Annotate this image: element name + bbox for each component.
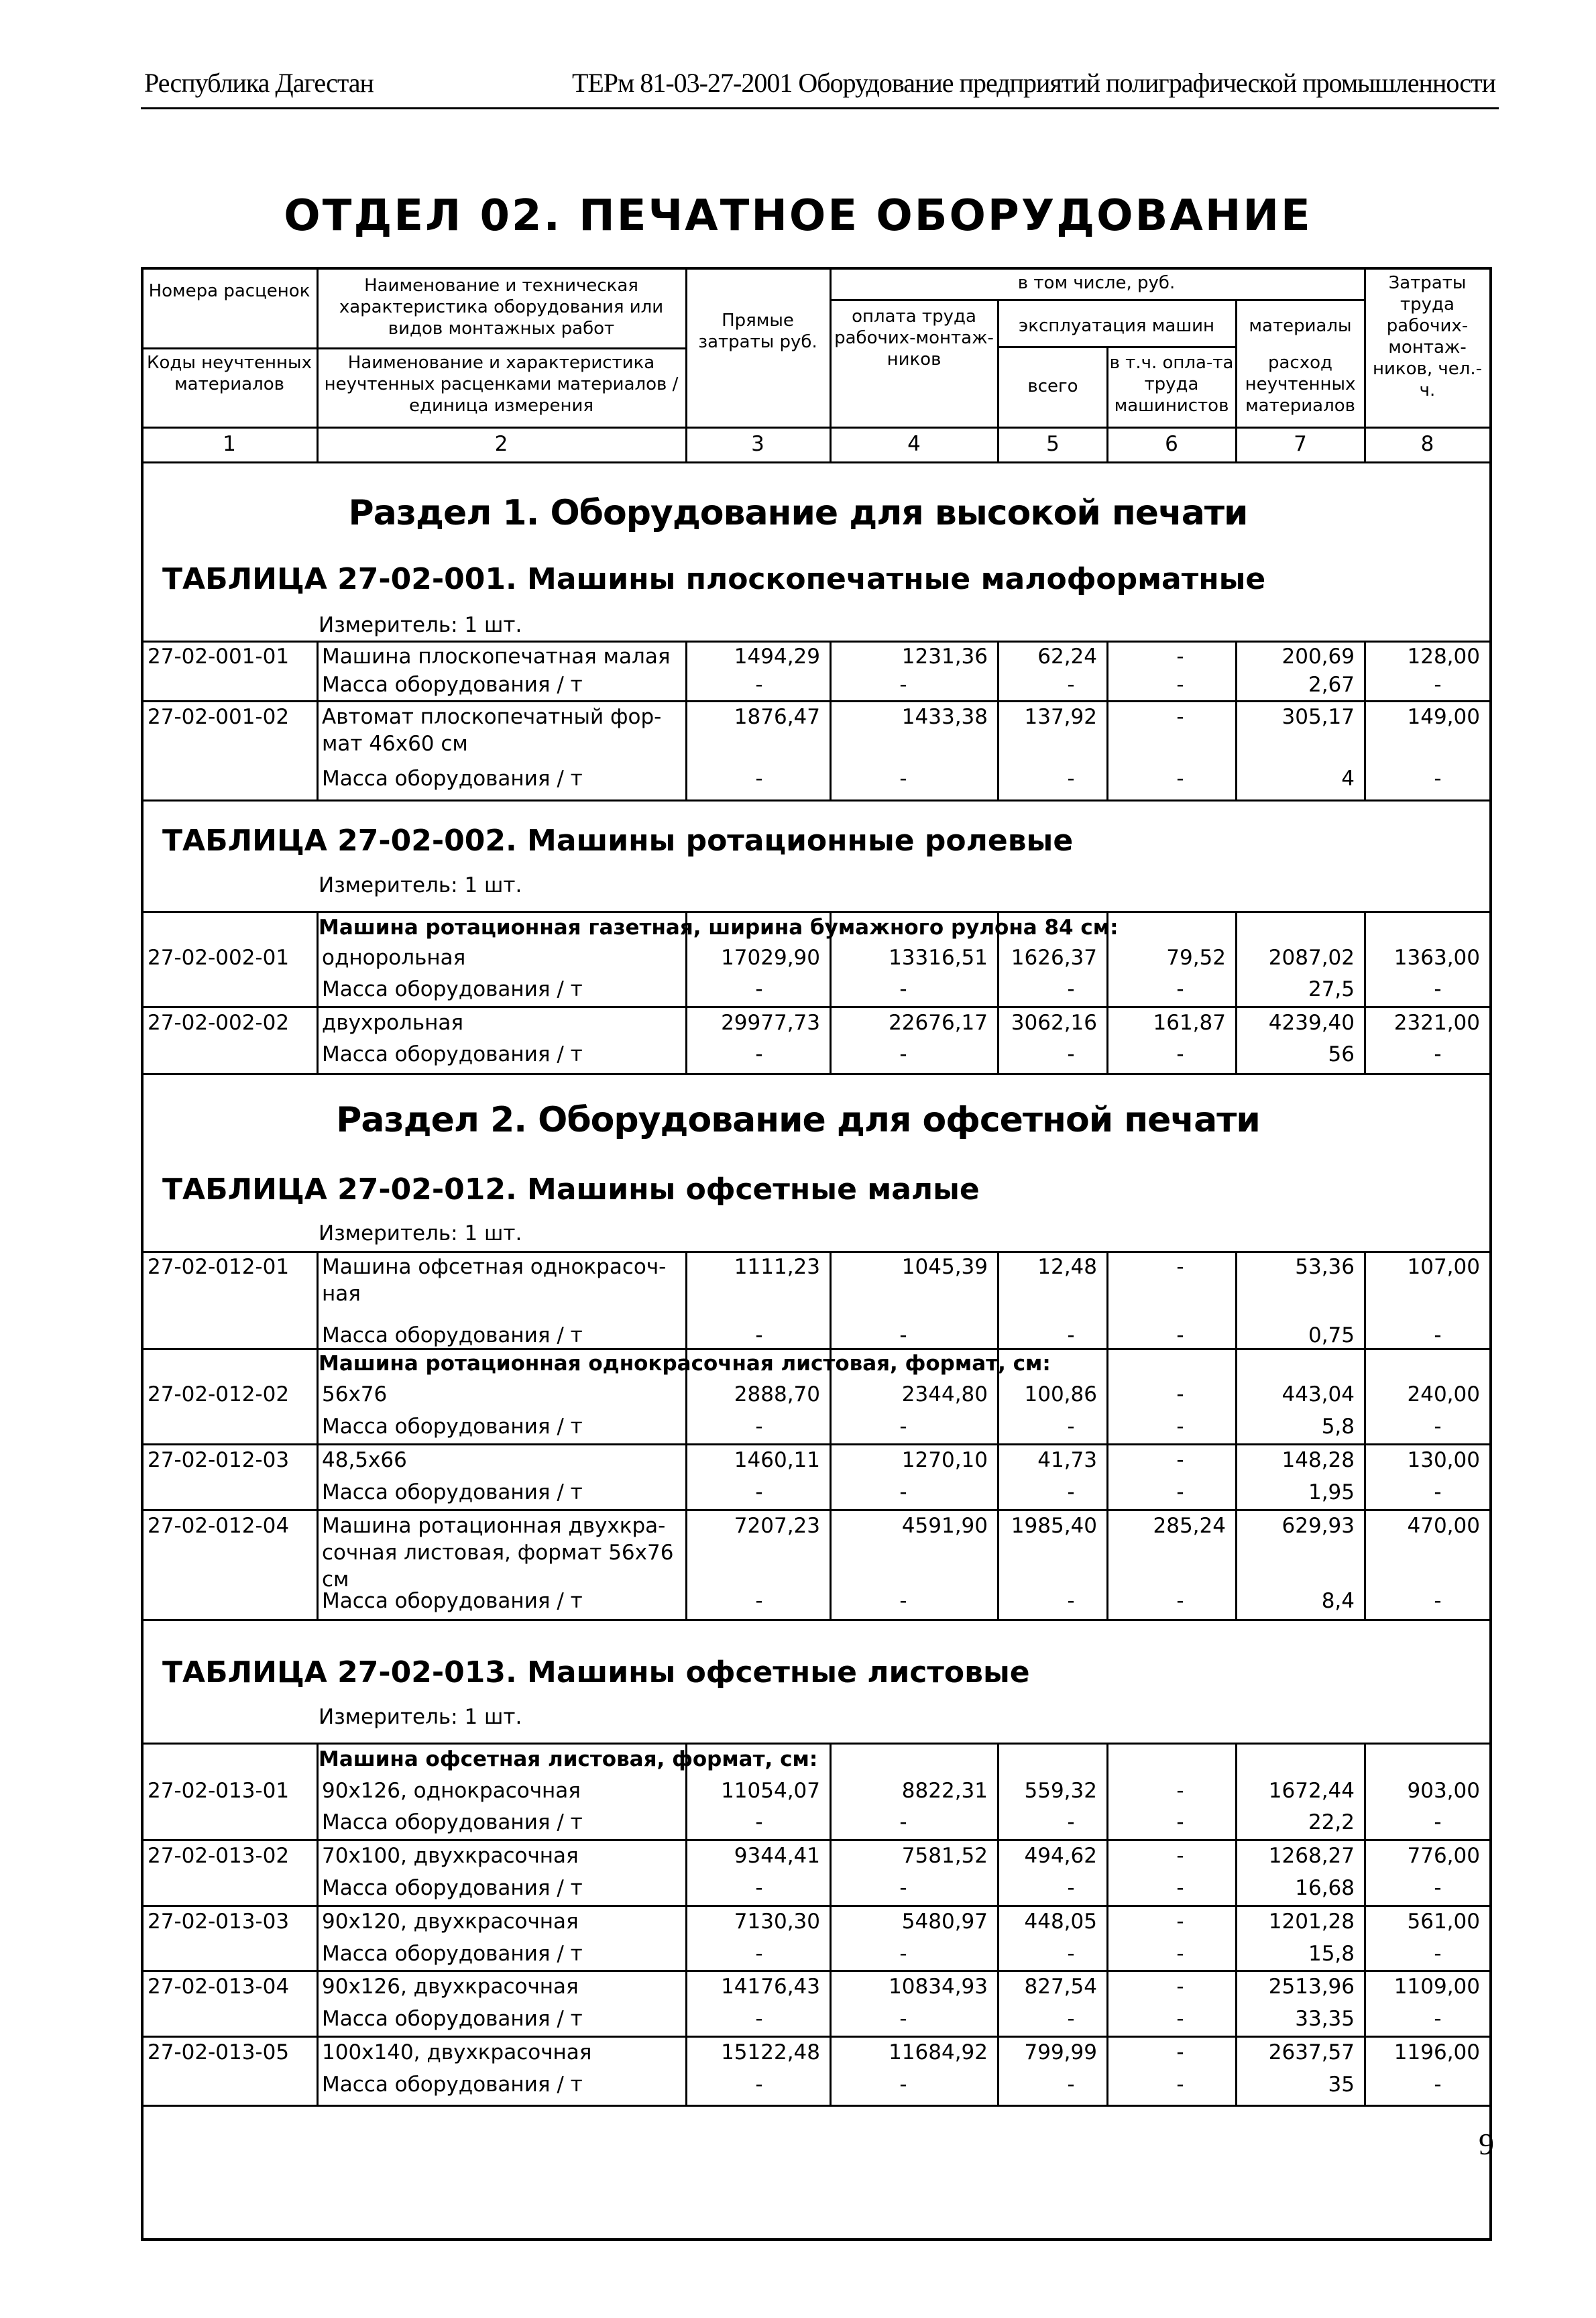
header-hline	[830, 299, 1364, 301]
mass-col-5: -	[1067, 1810, 1075, 1834]
value-col-3: 1876,47	[734, 705, 820, 729]
value-col-8: 903,00	[1407, 1779, 1480, 1803]
value-col-7: 1201,28	[1268, 1910, 1355, 1934]
mass-col-3: -	[755, 977, 763, 1001]
table-block-rule	[144, 641, 1489, 643]
value-col-8: 240,00	[1407, 1382, 1480, 1406]
mass-col-3: -	[755, 2073, 763, 2097]
value-col-8: 149,00	[1407, 705, 1480, 729]
value-col-7: 2637,57	[1268, 2040, 1355, 2064]
running-header	[144, 67, 1495, 107]
rate-code: 27-02-013-02	[148, 1844, 290, 1868]
value-col-7: 1268,27	[1268, 1844, 1355, 1868]
value-col-3: 17029,90	[721, 946, 820, 970]
col-labor: Затраты труда рабочих-монтаж-ников, чел.-ч.	[1373, 273, 1482, 400]
mass-col-3: -	[755, 2007, 763, 2031]
value-col-8: 1109,00	[1393, 1975, 1480, 1999]
value-col-5: 448,05	[1024, 1910, 1097, 1934]
mass-col-4: -	[899, 1810, 907, 1834]
row-separator	[144, 1839, 1489, 1841]
value-col-6: -	[1176, 645, 1184, 669]
body-vline	[1106, 1743, 1108, 2105]
value-col-7: 1672,44	[1268, 1779, 1355, 1803]
value-col-6: -	[1176, 1382, 1184, 1406]
value-col-6: -	[1176, 2040, 1184, 2064]
body-vline	[317, 1251, 319, 1619]
mass-col-6: -	[1176, 1323, 1184, 1347]
col-direct-costs: Прямые затраты руб.	[698, 311, 817, 352]
value-col-8: 1196,00	[1393, 2040, 1480, 2064]
value-col-5: 137,92	[1024, 705, 1097, 729]
value-col-5: 1985,40	[1011, 1514, 1097, 1538]
item-name: Машина офсетная однокрасоч-	[322, 1255, 667, 1279]
item-name-cont: сочная листовая, формат 56x76	[322, 1541, 674, 1565]
value-col-5: 1626,37	[1011, 946, 1097, 970]
rate-code: 27-02-013-05	[148, 2040, 290, 2064]
mass-label: Масса оборудования / т	[322, 1810, 583, 1834]
rate-code: 27-02-013-04	[148, 1975, 290, 1999]
mass-col-7: 22,2	[1308, 1810, 1355, 1834]
rate-code: 27-02-002-01	[148, 946, 290, 970]
mass-col-4: -	[899, 1042, 907, 1066]
value-col-4: 4591,90	[901, 1514, 988, 1538]
mass-col-4: -	[899, 2007, 907, 2031]
table-27-02-013-subheading: Машина офсетная листовая, формат, см:	[319, 1747, 818, 1771]
mass-label: Масса оборудования / т	[322, 1415, 583, 1439]
value-col-5: 100,86	[1024, 1382, 1097, 1406]
value-col-6: -	[1176, 1844, 1184, 1868]
value-col-4: 22676,17	[889, 1011, 988, 1035]
mass-col-8: -	[1434, 1415, 1442, 1439]
mass-col-4: -	[899, 1323, 907, 1347]
table-27-02-001-title: ТАБЛИЦА 27-02-001. Машины плоскопечатные малоформатные	[162, 562, 1266, 596]
mass-col-5: -	[1067, 1042, 1075, 1066]
value-col-6: -	[1176, 1975, 1184, 1999]
rate-code: 27-02-001-02	[148, 705, 290, 729]
value-col-5: 827,54	[1024, 1975, 1097, 1999]
item-name: 56x76	[322, 1382, 388, 1406]
value-col-7: 4239,40	[1268, 1011, 1355, 1035]
row-separator	[144, 1006, 1489, 1008]
mass-col-3: -	[755, 1415, 763, 1439]
value-col-3: 2888,70	[734, 1382, 820, 1406]
item-name-cont: ная	[322, 1282, 361, 1306]
header-hline	[997, 346, 1235, 348]
rate-code: 27-02-013-01	[148, 1779, 290, 1803]
col-num-7: 7	[1294, 432, 1307, 456]
table-block-rule	[144, 2105, 1489, 2107]
mass-col-8: -	[1434, 1589, 1442, 1613]
mass-col-5: -	[1067, 1589, 1075, 1613]
mass-col-7: 1,95	[1308, 1480, 1355, 1504]
table-27-02-002-unit: Измеритель: 1 шт.	[319, 873, 522, 897]
mass-col-8: -	[1434, 1810, 1442, 1834]
value-col-7: 2087,02	[1268, 946, 1355, 970]
mass-col-8: -	[1434, 1876, 1442, 1900]
row-separator	[144, 2036, 1489, 2038]
row-separator	[144, 1905, 1489, 1907]
header-hline	[144, 427, 1489, 429]
mass-col-4: -	[899, 767, 907, 791]
value-col-5: 41,73	[1037, 1448, 1097, 1472]
row-separator	[144, 1509, 1489, 1511]
mass-col-3: -	[755, 1589, 763, 1613]
mass-col-5: -	[1067, 1480, 1075, 1504]
item-name: 70x100, двухкрасочная	[322, 1844, 579, 1868]
col-material-name: Наименование и характеристика неучтенных расценками материалов / единица измерения	[324, 353, 679, 416]
value-col-4: 1045,39	[901, 1255, 988, 1279]
body-vline	[1106, 1251, 1108, 1619]
mass-col-8: -	[1434, 2073, 1442, 2097]
table-block-rule	[144, 1348, 1489, 1350]
mass-col-7: 16,68	[1295, 1876, 1355, 1900]
mass-col-6: -	[1176, 2073, 1184, 2097]
item-name: 90x120, двухкрасочная	[322, 1910, 579, 1934]
value-col-3: 7130,30	[734, 1910, 820, 1934]
value-col-4: 2344,80	[901, 1382, 988, 1406]
mass-col-3: -	[755, 1480, 763, 1504]
table-27-02-001-unit: Измеритель: 1 шт.	[319, 613, 522, 637]
table-27-02-012-unit: Измеритель: 1 шт.	[319, 1221, 522, 1246]
col-rate-numbers: Номера расценок	[148, 281, 310, 301]
body-vline	[1364, 1251, 1366, 1619]
mass-col-4: -	[899, 1876, 907, 1900]
value-col-4: 1231,36	[901, 645, 988, 669]
mass-col-7: 0,75	[1308, 1323, 1355, 1347]
col-num-3: 3	[751, 432, 764, 456]
value-col-5: 494,62	[1024, 1844, 1097, 1868]
body-vline	[685, 1251, 687, 1619]
value-col-6: -	[1176, 1448, 1184, 1472]
mass-col-4: -	[899, 673, 907, 697]
value-col-5: 559,32	[1024, 1779, 1097, 1803]
mass-col-3: -	[755, 1042, 763, 1066]
header-hline	[144, 461, 1489, 463]
department-title: ОТДЕЛ 02. ПЕЧАТНОЕ ОБОРУДОВАНИЕ	[284, 191, 1312, 241]
body-vline	[1106, 641, 1108, 799]
value-col-4: 13316,51	[889, 946, 988, 970]
mass-label: Масса оборудования / т	[322, 2073, 583, 2097]
value-col-3: 1494,29	[734, 645, 820, 669]
col-operator-wages: в т.ч. опла-та труда машинистов	[1109, 353, 1234, 416]
mass-col-7: 35	[1328, 2073, 1355, 2097]
table-27-02-012-title: ТАБЛИЦА 27-02-012. Машины офсетные малые	[162, 1172, 980, 1207]
mass-col-6: -	[1176, 2007, 1184, 2031]
mass-col-6: -	[1176, 1589, 1184, 1613]
mass-label: Масса оборудования / т	[322, 1589, 583, 1613]
mass-col-6: -	[1176, 1480, 1184, 1504]
mass-label: Масса оборудования / т	[322, 2007, 583, 2031]
body-vline	[317, 1743, 319, 2105]
mass-col-6: -	[1176, 1042, 1184, 1066]
mass-col-5: -	[1067, 2073, 1075, 2097]
col-num-6: 6	[1165, 432, 1178, 456]
page-number: 9	[1479, 2127, 1494, 2161]
mass-col-7: 2,67	[1308, 673, 1355, 697]
value-col-3: 1111,23	[734, 1255, 820, 1279]
value-col-3: 9344,41	[734, 1844, 820, 1868]
row-separator	[144, 1443, 1489, 1445]
mass-col-4: -	[899, 1589, 907, 1613]
rate-code: 27-02-012-03	[148, 1448, 290, 1472]
col-wages: оплата труда рабочих-монтаж-ников	[834, 307, 994, 370]
table-27-02-012-subheading: Машина ротационная однокрасочная листовая, формат, см:	[319, 1351, 1051, 1376]
mass-col-7: 27,5	[1308, 977, 1355, 1001]
value-col-4: 1270,10	[901, 1448, 988, 1472]
mass-col-6: -	[1176, 1415, 1184, 1439]
rate-code: 27-02-013-03	[148, 1910, 290, 1934]
item-name: 100x140, двухкрасочная	[322, 2040, 592, 2064]
mass-col-8: -	[1434, 673, 1442, 697]
mass-col-8: -	[1434, 2007, 1442, 2031]
body-vline	[997, 1251, 999, 1619]
mass-col-5: -	[1067, 1942, 1075, 1966]
value-col-7: 200,69	[1281, 645, 1355, 669]
item-name: Машина ротационная двухкра-	[322, 1514, 666, 1538]
mass-col-8: -	[1434, 1480, 1442, 1504]
body-vline	[317, 641, 319, 799]
value-col-7: 53,36	[1295, 1255, 1355, 1279]
table-block-rule	[144, 911, 1489, 913]
mass-col-6: -	[1176, 1876, 1184, 1900]
col-group-including: в том числе, руб.	[1017, 273, 1176, 293]
mass-col-5: -	[1067, 767, 1075, 791]
mass-col-5: -	[1067, 673, 1075, 697]
header-rule	[141, 107, 1499, 109]
item-name: 90x126, двухкрасочная	[322, 1975, 579, 1999]
row-separator	[144, 700, 1489, 702]
col-num-2: 2	[494, 432, 508, 456]
value-col-5: 3062,16	[1011, 1011, 1097, 1035]
value-col-3: 1460,11	[734, 1448, 820, 1472]
value-col-6: 79,52	[1166, 946, 1226, 970]
header-hline	[144, 347, 685, 349]
value-col-6: -	[1176, 1910, 1184, 1934]
mass-col-3: -	[755, 1942, 763, 1966]
mass-col-5: -	[1067, 1876, 1075, 1900]
rate-code: 27-02-001-01	[148, 645, 290, 669]
mass-col-5: -	[1067, 2007, 1075, 2031]
value-col-4: 1433,38	[901, 705, 988, 729]
value-col-8: 130,00	[1407, 1448, 1480, 1472]
mass-col-7: 5,8	[1321, 1415, 1355, 1439]
col-machines-total: всего	[1027, 376, 1078, 396]
value-col-7: 2513,96	[1268, 1975, 1355, 1999]
item-name: 90x126, однокрасочная	[322, 1779, 581, 1803]
item-name: двухрольная	[322, 1011, 464, 1035]
table-27-02-013-unit: Измеритель: 1 шт.	[319, 1705, 522, 1729]
rate-code: 27-02-012-02	[148, 1382, 290, 1406]
section-1-title: Раздел 1. Оборудование для высокой печати	[348, 493, 1248, 533]
value-col-4: 10834,93	[889, 1975, 988, 1999]
mass-col-6: -	[1176, 1942, 1184, 1966]
col-materials: материалы	[1249, 316, 1352, 336]
value-col-8: 1363,00	[1393, 946, 1480, 970]
mass-col-5: -	[1067, 1415, 1075, 1439]
value-col-7: 305,17	[1281, 705, 1355, 729]
col-name: Наименование и техническая характеристика оборудования или видов монтажных работ	[339, 276, 664, 339]
col-material-codes: Коды неучтенных материалов	[147, 353, 312, 394]
mass-label: Масса оборудования / т	[322, 1876, 583, 1900]
mass-col-7: 4	[1341, 767, 1355, 791]
item-name: Машина плоскопечатная малая	[322, 645, 671, 669]
value-col-6: 161,87	[1153, 1011, 1226, 1035]
value-col-3: 14176,43	[721, 1975, 820, 1999]
value-col-4: 11684,92	[889, 2040, 988, 2064]
col-machines: эксплуатация машин	[1018, 316, 1215, 336]
mass-col-6: -	[1176, 1810, 1184, 1834]
value-col-4: 5480,97	[901, 1910, 988, 1934]
item-name: Автомат плоскопечатный фор-	[322, 705, 662, 729]
col-num-4: 4	[907, 432, 921, 456]
mass-col-3: -	[755, 673, 763, 697]
value-col-7: 148,28	[1281, 1448, 1355, 1472]
mass-col-4: -	[899, 2073, 907, 2097]
mass-col-4: -	[899, 1480, 907, 1504]
mass-label: Масса оборудования / т	[322, 673, 583, 697]
value-col-5: 799,99	[1024, 2040, 1097, 2064]
mass-col-8: -	[1434, 1323, 1442, 1347]
value-col-8: 561,00	[1407, 1910, 1480, 1934]
table-block-rule	[144, 1619, 1489, 1621]
value-col-8: 776,00	[1407, 1844, 1480, 1868]
mass-label: Масса оборудования / т	[322, 977, 583, 1001]
mass-label: Масса оборудования / т	[322, 1042, 583, 1066]
value-col-7: 629,93	[1281, 1514, 1355, 1538]
value-col-4: 8822,31	[901, 1779, 988, 1803]
value-col-3: 29977,73	[721, 1011, 820, 1035]
mass-col-3: -	[755, 1876, 763, 1900]
value-col-3: 11054,07	[721, 1779, 820, 1803]
mass-col-3: -	[755, 1810, 763, 1834]
mass-col-4: -	[899, 977, 907, 1001]
rate-code: 27-02-012-04	[148, 1514, 290, 1538]
table-block-rule	[144, 1743, 1489, 1745]
mass-label: Масса оборудования / т	[322, 1480, 583, 1504]
item-name-cont: мат 46x60 см	[322, 732, 468, 756]
value-col-5: 62,24	[1037, 645, 1097, 669]
value-col-6: 285,24	[1153, 1514, 1226, 1538]
mass-col-3: -	[755, 1323, 763, 1347]
mass-col-7: 8,4	[1321, 1589, 1355, 1613]
mass-col-6: -	[1176, 767, 1184, 791]
section-2-title: Раздел 2. Оборудование для офсетной печати	[336, 1100, 1260, 1140]
header-doc-title: ТЕРм 81-03-27-2001 Оборудование предприятий полиграфической промышленности	[571, 68, 1495, 98]
item-name: однорольная	[322, 946, 466, 970]
value-col-8: 107,00	[1407, 1255, 1480, 1279]
mass-col-5: -	[1067, 1323, 1075, 1347]
value-col-4: 7581,52	[901, 1844, 988, 1868]
mass-col-4: -	[899, 1942, 907, 1966]
mass-col-7: 33,35	[1295, 2007, 1355, 2031]
mass-col-6: -	[1176, 977, 1184, 1001]
mass-col-8: -	[1434, 977, 1442, 1001]
value-col-7: 443,04	[1281, 1382, 1355, 1406]
value-col-6: -	[1176, 1779, 1184, 1803]
mass-col-3: -	[755, 767, 763, 791]
value-col-8: 2321,00	[1393, 1011, 1480, 1035]
mass-label: Масса оборудования / т	[322, 767, 583, 791]
mass-col-7: 15,8	[1308, 1942, 1355, 1966]
mass-col-5: -	[1067, 977, 1075, 1001]
col-num-8: 8	[1420, 432, 1434, 456]
body-vline	[830, 1251, 832, 1619]
table-27-02-002-title: ТАБЛИЦА 27-02-002. Машины ротационные ролевые	[162, 824, 1074, 858]
mass-col-8: -	[1434, 1942, 1442, 1966]
mass-col-8: -	[1434, 1042, 1442, 1066]
value-col-6: -	[1176, 705, 1184, 729]
col-num-5: 5	[1046, 432, 1060, 456]
value-col-5: 12,48	[1037, 1255, 1097, 1279]
value-col-3: 15122,48	[721, 2040, 820, 2064]
header-region: Республика Дагестан	[144, 68, 374, 98]
table-block-rule	[144, 799, 1489, 802]
mass-col-7: 56	[1328, 1042, 1355, 1066]
col-material-consumption: расход неучтенных материалов	[1245, 353, 1356, 416]
value-col-8: 128,00	[1407, 645, 1480, 669]
row-separator	[144, 1970, 1489, 1972]
rate-code: 27-02-012-01	[148, 1255, 290, 1279]
mass-col-4: -	[899, 1415, 907, 1439]
mass-col-6: -	[1176, 673, 1184, 697]
col-num-1: 1	[223, 432, 236, 456]
table-27-02-013-title: ТАБЛИЦА 27-02-013. Машины офсетные листовые	[162, 1655, 1030, 1690]
rate-code: 27-02-002-02	[148, 1011, 290, 1035]
mass-label: Масса оборудования / т	[322, 1942, 583, 1966]
table-block-rule	[144, 1073, 1489, 1075]
body-vline	[1364, 911, 1366, 1073]
item-name-cont: см	[322, 1567, 349, 1592]
mass-col-8: -	[1434, 767, 1442, 791]
table-block-rule	[144, 1251, 1489, 1253]
table-27-02-002-subheading: Машина ротационная газетная, ширина бумажного рулона 84 см:	[319, 916, 1119, 940]
item-name: 48,5x66	[322, 1448, 407, 1472]
value-col-8: 470,00	[1407, 1514, 1480, 1538]
value-col-6: -	[1176, 1255, 1184, 1279]
value-col-3: 7207,23	[734, 1514, 820, 1538]
mass-label: Масса оборудования / т	[322, 1323, 583, 1347]
